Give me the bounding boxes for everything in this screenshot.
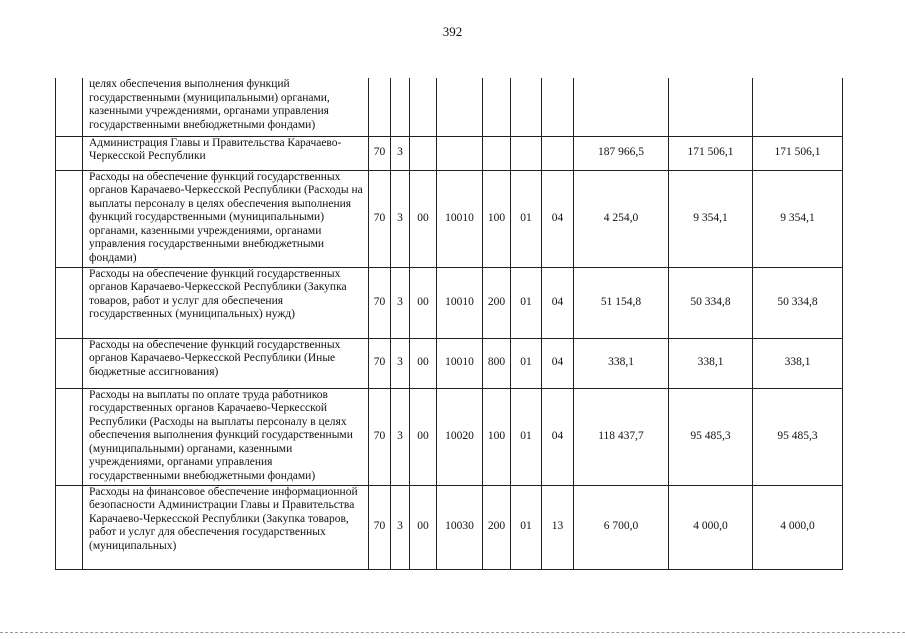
margin-cell xyxy=(56,170,83,267)
amount-cell: 4 000,0 xyxy=(669,485,753,569)
code-cell xyxy=(437,78,483,136)
code-cell: 200 xyxy=(483,267,511,338)
amount-cell: 95 485,3 xyxy=(753,388,843,485)
code-cell: 04 xyxy=(542,170,574,267)
row-name: Расходы на выплаты по оплате труда работников государственных органов Карачаево-Черкесской Республики (Расходы на выплаты персоналу в целях обеспечения выполнения функций государственными (муниципальными) органами, казенными учреждениями, органами управления государственными внебюджетными фондами) xyxy=(83,388,369,485)
amount-cell: 171 506,1 xyxy=(669,136,753,170)
code-cell xyxy=(511,136,542,170)
code-cell: 70 xyxy=(369,136,391,170)
code-cell: 04 xyxy=(542,338,574,388)
code-cell: 3 xyxy=(391,170,410,267)
code-cell xyxy=(410,78,437,136)
row-name: Расходы на финансовое обеспечение информационной безопасности Администрации Главы и Правительства Карачаево-Черкесской Республики (Закупка товаров, работ и услуг для обеспечения государственных (муниципальных) xyxy=(83,485,369,569)
code-cell: 01 xyxy=(511,267,542,338)
amount-cell: 9 354,1 xyxy=(753,170,843,267)
margin-cell xyxy=(56,267,83,338)
amount-cell: 4 254,0 xyxy=(574,170,669,267)
code-cell: 00 xyxy=(410,485,437,569)
code-cell: 04 xyxy=(542,267,574,338)
amount-cell: 50 334,8 xyxy=(753,267,843,338)
code-cell xyxy=(369,78,391,136)
row-name: Администрация Главы и Правительства Карачаево-Черкесской Республики xyxy=(83,136,369,170)
row-name: Расходы на обеспечение функций государственных органов Карачаево-Черкесской Республики (Расходы на выплаты персоналу в целях обеспечения выполнения функций государственными (муниципальными) органами, казенными учреждениями, органами управления государственными внебюджетными фондами) xyxy=(83,170,369,267)
table-row xyxy=(56,485,843,569)
code-cell: 10010 xyxy=(437,170,483,267)
code-cell: 3 xyxy=(391,338,410,388)
table-row xyxy=(56,78,843,136)
code-cell: 200 xyxy=(483,485,511,569)
budget-table xyxy=(55,78,843,570)
amount-cell: 171 506,1 xyxy=(753,136,843,170)
code-cell xyxy=(483,136,511,170)
code-cell: 100 xyxy=(483,388,511,485)
table-row xyxy=(56,338,843,388)
code-cell: 3 xyxy=(391,388,410,485)
code-cell: 70 xyxy=(369,267,391,338)
table-row xyxy=(56,170,843,267)
code-cell xyxy=(542,78,574,136)
code-cell xyxy=(391,78,410,136)
code-cell: 10010 xyxy=(437,267,483,338)
code-cell xyxy=(511,78,542,136)
code-cell xyxy=(542,136,574,170)
code-cell xyxy=(410,136,437,170)
amount-cell: 50 334,8 xyxy=(669,267,753,338)
amount-cell: 338,1 xyxy=(753,338,843,388)
row-name: целях обеспечения выполнения функций государственными (муниципальными) органами, казенными учреждениями, органами управления государственными внебюджетными фондами) xyxy=(83,78,369,136)
amount-cell xyxy=(753,78,843,136)
code-cell: 100 xyxy=(483,170,511,267)
code-cell: 00 xyxy=(410,388,437,485)
code-cell: 3 xyxy=(391,267,410,338)
table-row xyxy=(56,136,843,170)
code-cell: 04 xyxy=(542,388,574,485)
code-cell: 10010 xyxy=(437,338,483,388)
code-cell: 00 xyxy=(410,170,437,267)
code-cell: 01 xyxy=(511,338,542,388)
margin-cell xyxy=(56,136,83,170)
margin-cell xyxy=(56,78,83,136)
margin-cell xyxy=(56,485,83,569)
table-row xyxy=(56,267,843,338)
code-cell xyxy=(483,78,511,136)
amount-cell: 118 437,7 xyxy=(574,388,669,485)
code-cell: 70 xyxy=(369,388,391,485)
code-cell: 01 xyxy=(511,388,542,485)
code-cell: 01 xyxy=(511,485,542,569)
row-name: Расходы на обеспечение функций государственных органов Карачаево-Черкесской Республики (Иные бюджетные ассигнования) xyxy=(83,338,369,388)
row-name: Расходы на обеспечение функций государственных органов Карачаево-Черкесской Республики (Закупка товаров, работ и услуг для обеспечения государственных (муниципальных) нужд) xyxy=(83,267,369,338)
amount-cell: 4 000,0 xyxy=(753,485,843,569)
code-cell: 70 xyxy=(369,485,391,569)
code-cell: 13 xyxy=(542,485,574,569)
code-cell: 70 xyxy=(369,338,391,388)
code-cell: 10020 xyxy=(437,388,483,485)
table-row xyxy=(56,388,843,485)
amount-cell: 338,1 xyxy=(669,338,753,388)
code-cell xyxy=(437,136,483,170)
margin-cell xyxy=(56,388,83,485)
amount-cell xyxy=(574,78,669,136)
code-cell: 70 xyxy=(369,170,391,267)
code-cell: 01 xyxy=(511,170,542,267)
scan-edge-line xyxy=(0,632,905,633)
amount-cell: 338,1 xyxy=(574,338,669,388)
code-cell: 00 xyxy=(410,338,437,388)
amount-cell: 187 966,5 xyxy=(574,136,669,170)
amount-cell xyxy=(669,78,753,136)
amount-cell: 9 354,1 xyxy=(669,170,753,267)
code-cell: 10030 xyxy=(437,485,483,569)
amount-cell: 51 154,8 xyxy=(574,267,669,338)
amount-cell: 6 700,0 xyxy=(574,485,669,569)
margin-cell xyxy=(56,338,83,388)
code-cell: 3 xyxy=(391,485,410,569)
code-cell: 800 xyxy=(483,338,511,388)
code-cell: 00 xyxy=(410,267,437,338)
page-number: 392 xyxy=(442,24,463,39)
code-cell: 3 xyxy=(391,136,410,170)
amount-cell: 95 485,3 xyxy=(669,388,753,485)
